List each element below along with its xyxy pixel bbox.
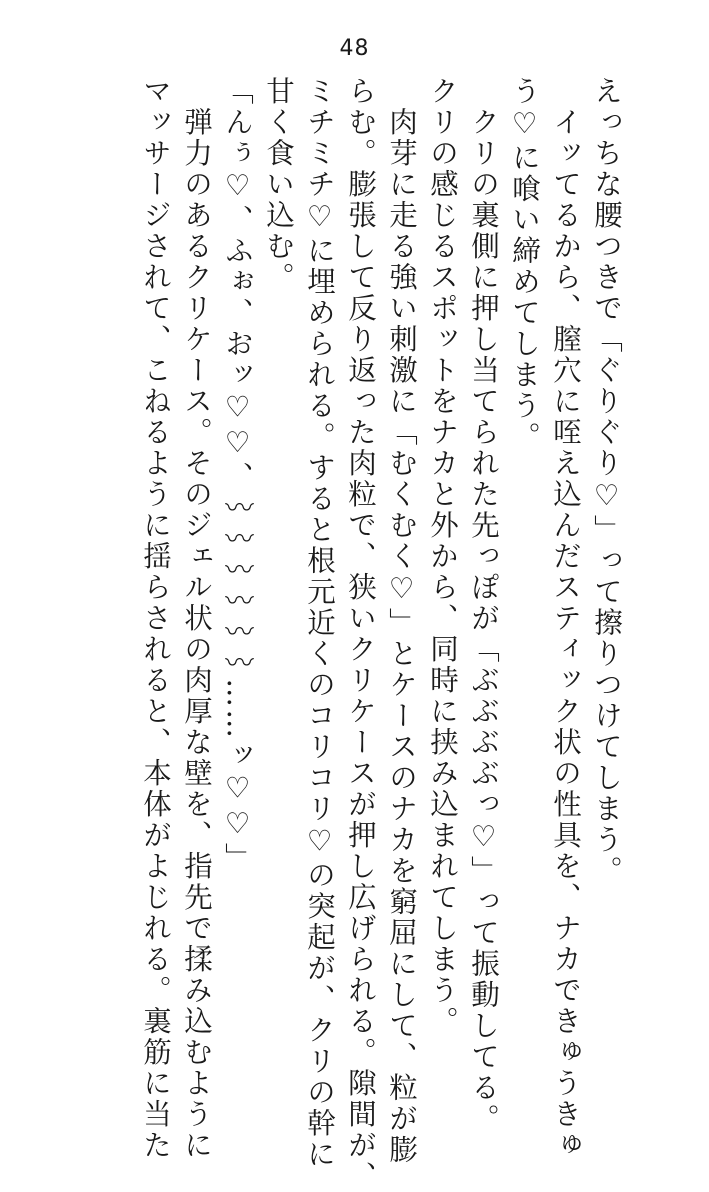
text-line: クリの感じるスポットをナカと外から、同時に挟み込まれてしまう。 [426,76,459,1037]
text-line: 「んぅ♡、ふぉ、おッ♡♡、〰〰〰〰〰〰……ッ♡♡」 [221,76,254,874]
text-line: マッサージされて、こねるように揺らされると、本体がよじれる。裏筋に当た [139,76,172,1161]
text-line: クリの裏側に押し当てられた先っぽが「ぶぶぶぶっ♡」って振動してる。 [467,76,500,1135]
text-line: 弾力のあるクリケース。そのジェル状の肉厚な壁を、指先で揉み込むように [180,76,213,1161]
text-line: う♡に喰い締めてしまう。 [508,76,541,453]
text-line: らむ。膨張して反り返った肉粒で、狭いクリケースが押し広げられる。隙間が、 [344,76,377,1192]
text-line: 甘く食い込む。 [262,76,295,293]
text-line: イッてるから、膣穴に咥え込んだスティック状の性具を、ナカできゅうきゅ [549,76,582,1161]
text-line: 肉芽に走る強い刺激に「むくむく♡」とケースのナカを窮屈にして、粒が膨 [385,76,418,1166]
vertical-text-body [135,76,627,1192]
page-number: 48 [339,36,370,61]
text-line: えっちな腰つきで「ぐりぐり♡」って擦りつけてしまう。 [590,76,623,887]
text-line: ミチミチ♡に埋められる。すると根元近くのコリコリ♡の突起が、クリの幹に [303,76,336,1170]
